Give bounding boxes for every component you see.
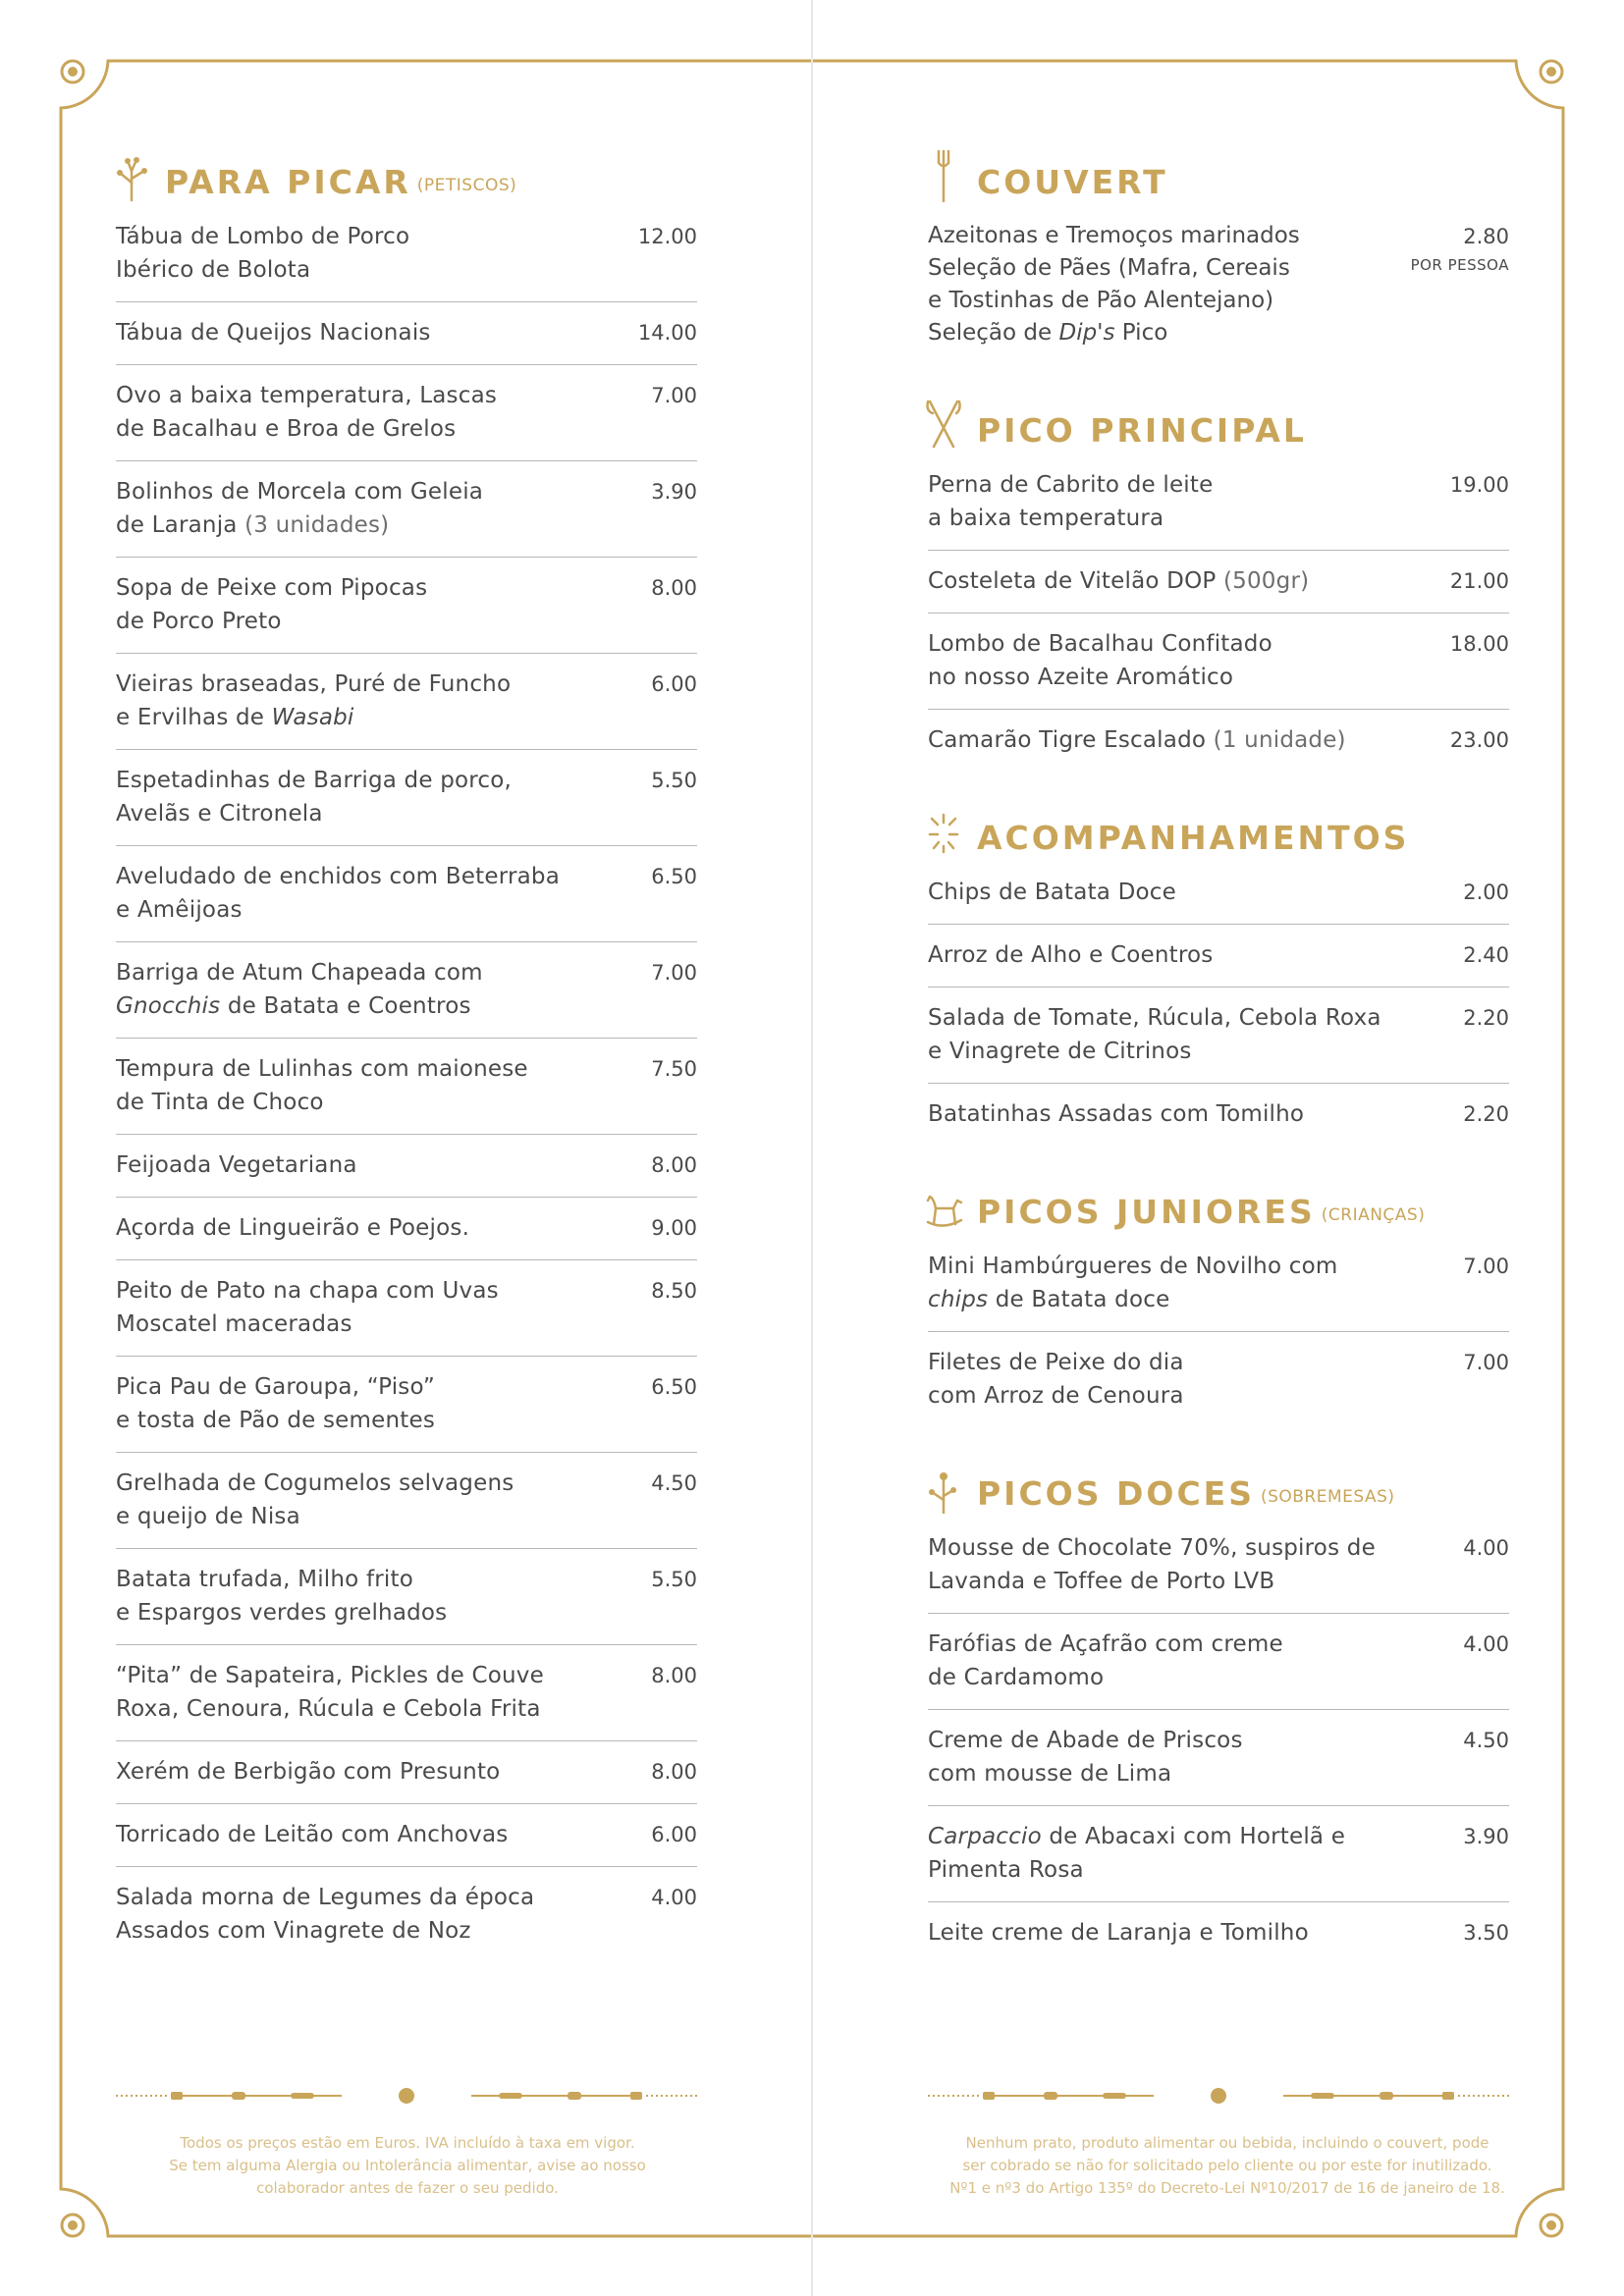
item-name <box>928 938 1213 972</box>
item-name-line <box>116 1563 447 1596</box>
item-price: 2.20 <box>1463 1006 1509 1030</box>
menu-item <box>116 1453 697 1549</box>
item-text: Mini Hambúrgueres de Novilho com <box>928 1254 1338 1279</box>
item-name <box>116 1467 514 1533</box>
item-text: Aveludado de enchidos com Beterraba <box>116 864 560 889</box>
item-name-line <box>928 1035 1381 1068</box>
footnote-line: Todos os preços estão em Euros. IVA incluído à taxa em vigor. <box>180 2134 635 2152</box>
item-name-line <box>928 1379 1184 1413</box>
item-price: 4.00 <box>651 1886 697 1909</box>
item-name <box>928 1250 1337 1316</box>
item-price: 8.00 <box>651 1760 697 1784</box>
item-text: Gnocchis <box>116 993 221 1019</box>
item-text: Ovo a baixa temperatura, Lascas <box>116 383 498 408</box>
menu-item <box>116 558 697 654</box>
menu-item <box>928 1246 1509 1332</box>
section-title: COUVERT <box>977 163 1168 201</box>
menu-item <box>928 1806 1509 1902</box>
item-name-line <box>116 1881 534 1914</box>
menu-item <box>116 1804 697 1867</box>
menu-item <box>116 1867 697 1962</box>
menu-item <box>928 988 1509 1084</box>
couvert-line: Seleção de Pães (Mafra, Cereais <box>928 255 1290 281</box>
item-name-line <box>928 876 1176 909</box>
item-name <box>928 1531 1376 1598</box>
item-text: Xerém de Berbigão com Presunto <box>116 1759 501 1785</box>
item-name-line <box>928 1001 1381 1035</box>
item-name-line <box>116 764 512 797</box>
couvert-description <box>928 220 1300 349</box>
item-name-line <box>116 1086 528 1119</box>
item-name-line <box>116 893 560 927</box>
section-title: PICO PRINCIPAL <box>977 411 1307 450</box>
right-column <box>928 137 1509 1964</box>
item-name-line <box>116 508 483 542</box>
couvert-text: Seleção de <box>928 320 1059 346</box>
item-name <box>116 1659 544 1726</box>
menu-item-couvert <box>928 216 1509 364</box>
item-price: 8.00 <box>651 576 697 600</box>
item-text: Barriga de Atum Chapeada com <box>116 960 483 986</box>
item-text: Peito de Pato na chapa com Uvas <box>116 1278 499 1304</box>
item-name-line <box>116 316 431 349</box>
item-name-line <box>116 701 511 734</box>
item-price: 6.00 <box>651 1823 697 1846</box>
item-name-line <box>928 661 1272 694</box>
item-price: 4.50 <box>1463 1729 1509 1752</box>
item-text: com Arroz de Cenoura <box>928 1383 1184 1409</box>
menu-item <box>116 1260 697 1357</box>
item-name-line <box>928 1283 1337 1316</box>
fork-icon <box>924 149 963 202</box>
item-text: Bolinhos de Morcela com Geleia <box>116 479 484 505</box>
item-name-line <box>116 412 497 446</box>
item-name-line <box>116 1308 499 1341</box>
item-price: 3.90 <box>1463 1825 1509 1848</box>
item-text: Grelhada de Cogumelos selvagens <box>116 1470 514 1496</box>
menu-item <box>928 925 1509 988</box>
menu-item <box>928 1614 1509 1710</box>
item-text: Costeleta de Vitelão DOP <box>928 568 1223 594</box>
item-price: 4.50 <box>651 1471 697 1495</box>
item-name <box>116 956 483 1023</box>
item-name-line <box>116 860 560 893</box>
item-name-line <box>928 1820 1345 1853</box>
item-text: de Batata doce <box>988 1287 1170 1312</box>
item-price: 21.00 <box>1449 569 1509 593</box>
item-name <box>928 1916 1309 1949</box>
item-text: de Laranja <box>116 512 245 538</box>
section-header <box>116 137 697 202</box>
item-price: 9.00 <box>651 1216 697 1240</box>
footnote-prices <box>133 2132 682 2200</box>
item-name <box>116 764 512 830</box>
item-price: 2.00 <box>1463 881 1509 904</box>
item-price: 7.00 <box>1463 1255 1509 1278</box>
item-price: 4.00 <box>1463 1536 1509 1560</box>
item-text: Creme de Abade de Priscos <box>928 1728 1243 1753</box>
section-header <box>928 386 1509 451</box>
item-text: (3 unidades) <box>244 512 390 538</box>
item-price: 2.20 <box>1463 1102 1509 1126</box>
rocking-horse-icon <box>924 1179 963 1232</box>
item-name-line <box>928 1097 1304 1131</box>
item-name <box>116 475 483 542</box>
item-text: de Cardamomo <box>928 1665 1105 1690</box>
section-title: PICOS DOCES <box>977 1474 1255 1513</box>
item-name-line <box>928 1916 1309 1949</box>
item-name <box>116 1818 508 1851</box>
item-price: 7.00 <box>651 384 697 407</box>
footnote-line: Se tem alguma Alergia ou Intolerância alimentar, avise ao nosso <box>169 2157 646 2174</box>
item-name-line <box>116 1659 544 1692</box>
item-price: 23.00 <box>1449 728 1509 752</box>
section-couvert <box>928 137 1509 364</box>
item-name <box>116 220 409 287</box>
item-name <box>928 723 1346 757</box>
item-text: Pimenta Rosa <box>928 1857 1084 1883</box>
item-price: 2.40 <box>1463 943 1509 967</box>
item-name-line <box>116 1467 514 1500</box>
item-name-line <box>116 1818 508 1851</box>
menu-item <box>116 1198 697 1260</box>
item-text: Filetes de Peixe do dia <box>928 1350 1184 1375</box>
item-price: 14.00 <box>637 321 697 345</box>
section-picos-juniores <box>928 1167 1509 1427</box>
item-text: e Vinagrete de Citrinos <box>928 1039 1192 1064</box>
item-name-line <box>928 468 1213 502</box>
item-name-line <box>928 1853 1345 1887</box>
item-text: chips <box>928 1287 989 1312</box>
section-subtitle: (CRIANÇAS) <box>1321 1205 1426 1225</box>
item-name <box>928 1001 1381 1068</box>
item-text: no nosso Azeite Aromático <box>928 665 1234 690</box>
item-name-line <box>116 1211 469 1245</box>
item-text: Lavanda e Toffee de Porto LVB <box>928 1569 1275 1594</box>
item-name-line <box>116 989 483 1023</box>
item-name <box>116 1755 500 1789</box>
menu-list <box>928 1246 1509 1427</box>
item-text: de Tinta de Choco <box>116 1090 324 1115</box>
item-name-line <box>116 1404 435 1437</box>
item-text: e Ervilhas de <box>116 705 272 730</box>
item-name-line <box>928 1661 1283 1694</box>
item-name <box>928 1346 1184 1413</box>
item-name-line <box>928 1531 1376 1565</box>
section-title: PARA PICAR <box>165 163 411 201</box>
item-name <box>928 1097 1304 1131</box>
menu-item <box>928 551 1509 614</box>
item-text: “Pita” de Sapateira, Pickles de Couve <box>116 1663 544 1688</box>
item-name <box>116 1274 499 1341</box>
menu-item <box>116 1549 697 1645</box>
item-text: Assados com Vinagrete de Noz <box>116 1918 471 1944</box>
menu-item <box>116 750 697 846</box>
item-text: Farófias de Açafrão com creme <box>928 1631 1283 1657</box>
item-text: Roxa, Cenoura, Rúcula e Cebola Frita <box>116 1696 541 1722</box>
item-name-line <box>928 1724 1243 1757</box>
item-text: de Porco Preto <box>116 609 282 634</box>
item-name-line <box>116 667 511 701</box>
footnote-line: Nenhum prato, produto alimentar ou bebida, incluindo o couvert, pode <box>965 2134 1489 2152</box>
item-name <box>116 316 431 349</box>
couvert-line: e Tostinhas de Pão Alentejano) <box>928 288 1274 313</box>
price-value: 2.80 <box>1463 225 1509 248</box>
section-header <box>928 137 1509 202</box>
footnote-line: colaborador antes de fazer o seu pedido. <box>256 2179 559 2197</box>
section-pico-principal <box>928 386 1509 772</box>
item-name-line <box>928 723 1346 757</box>
item-text: Vieiras braseadas, Puré de Funcho <box>116 671 512 697</box>
section-title: ACOMPANHAMENTOS <box>977 819 1410 857</box>
item-name-line <box>116 1914 534 1948</box>
item-name-line <box>116 1755 500 1789</box>
item-text: Tábua de Lombo de Porco <box>116 224 410 249</box>
section-header <box>928 1167 1509 1232</box>
item-text: Tábua de Queijos Nacionais <box>116 320 431 346</box>
item-name <box>928 876 1176 909</box>
item-name <box>116 571 427 638</box>
ornament-divider <box>928 2081 1509 2110</box>
section-subtitle: (SOBREMESAS) <box>1260 1487 1395 1507</box>
menu-item <box>116 216 697 302</box>
section-header <box>928 1449 1509 1514</box>
item-text: Sopa de Peixe com Pipocas <box>116 575 428 601</box>
item-name-line <box>116 1500 514 1533</box>
item-name-line <box>928 1628 1283 1661</box>
item-text: e queijo de Nisa <box>116 1504 300 1529</box>
left-column <box>116 137 697 1962</box>
item-price: 3.50 <box>1463 1921 1509 1945</box>
item-name-line <box>116 253 409 287</box>
couvert-line: Azeitonas e Tremoços marinados <box>928 223 1300 248</box>
item-text: de Batata e Coentros <box>220 993 471 1019</box>
section-acompanhamentos <box>928 793 1509 1146</box>
menu-item <box>928 1527 1509 1614</box>
item-name-line <box>116 475 483 508</box>
section-title: PICOS JUNIORES <box>977 1193 1316 1231</box>
item-name <box>116 1370 435 1437</box>
item-text: Leite creme de Laranja e Tomilho <box>928 1920 1309 1946</box>
item-text: Salada morna de Legumes da época <box>116 1885 535 1910</box>
menu-item <box>116 302 697 365</box>
sparkle-icon <box>924 805 963 858</box>
item-price: 3.90 <box>651 480 697 504</box>
item-name-line <box>928 627 1272 661</box>
menu-item <box>116 1645 697 1741</box>
item-name-line <box>116 605 427 638</box>
menu-item <box>116 461 697 558</box>
center-fold <box>811 0 813 2296</box>
item-name-line <box>928 938 1213 972</box>
item-name-line <box>116 1370 435 1404</box>
menu-item <box>116 1039 697 1135</box>
item-text: (500gr) <box>1222 568 1310 594</box>
couvert-text-italic: Dip's <box>1058 320 1115 346</box>
item-name-line <box>116 1148 357 1182</box>
menu-item <box>928 1902 1509 1964</box>
menu-item <box>116 1357 697 1453</box>
item-name-line <box>928 1757 1243 1790</box>
footnote-line: Nº1 e nº3 do Artigo 135º do Decreto-Lei Nº10/2017 de 16 de janeiro de 18. <box>949 2179 1505 2197</box>
item-name-line <box>928 502 1213 535</box>
footnote-line: ser cobrado se não for solicitado pelo cliente ou por este for inutilizado. <box>962 2157 1492 2174</box>
item-text: de Abacaxi com Hortelã e <box>1041 1824 1346 1849</box>
menu-list <box>928 464 1509 772</box>
item-text: Batata trufada, Milho frito <box>116 1567 413 1592</box>
item-text: Pica Pau de Garoupa, “Piso” <box>116 1374 436 1400</box>
item-price: 8.50 <box>651 1279 697 1303</box>
item-name <box>116 1563 447 1629</box>
item-text: (1 unidade) <box>1213 727 1346 753</box>
item-name <box>116 860 560 927</box>
item-text: e tosta de Pão de sementes <box>116 1408 436 1433</box>
item-text: Wasabi <box>271 705 354 730</box>
menu-item <box>928 710 1509 772</box>
item-price: 8.00 <box>651 1664 697 1687</box>
item-text: Mousse de Chocolate 70%, suspiros de <box>928 1535 1376 1561</box>
item-price: 5.50 <box>651 1568 697 1591</box>
item-name-line <box>116 956 483 989</box>
couvert-line <box>928 317 1300 349</box>
item-name-line <box>116 220 409 253</box>
price-unit: POR PESSOA <box>1410 256 1509 274</box>
item-text: e Amêijoas <box>116 897 243 923</box>
footnote-legal <box>943 2132 1512 2200</box>
menu-list <box>116 216 697 1962</box>
item-text: Batatinhas Assadas com Tomilho <box>928 1101 1305 1127</box>
menu-item <box>928 464 1509 551</box>
item-text: Salada de Tomate, Rúcula, Cebola Roxa <box>928 1005 1381 1031</box>
item-text: Tempura de Lulinhas com maionese <box>116 1056 528 1082</box>
item-name <box>116 1052 528 1119</box>
section-header <box>928 793 1509 858</box>
ornament-divider <box>116 2081 697 2110</box>
item-name-line <box>116 1052 528 1086</box>
item-name-line <box>928 1250 1337 1283</box>
item-price: 5.50 <box>651 769 697 792</box>
item-name <box>928 564 1309 598</box>
item-text: Camarão Tigre Escalado <box>928 727 1214 753</box>
item-text: Perna de Cabrito de leite <box>928 472 1214 498</box>
item-price: 7.00 <box>651 961 697 985</box>
item-price <box>1411 220 1509 277</box>
item-name <box>116 379 497 446</box>
item-text: Carpaccio <box>928 1824 1042 1849</box>
item-name-line <box>116 1692 544 1726</box>
menu-item <box>116 1741 697 1804</box>
item-name-line <box>116 1596 447 1629</box>
item-price: 19.00 <box>1449 473 1509 497</box>
menu-list <box>928 872 1509 1146</box>
section-para-picar <box>116 137 697 1962</box>
item-name <box>116 1881 534 1948</box>
menu-item <box>928 1332 1509 1427</box>
item-price: 6.00 <box>651 672 697 696</box>
item-price: 6.50 <box>651 865 697 888</box>
item-price: 18.00 <box>1449 632 1509 656</box>
menu-item <box>928 872 1509 925</box>
item-price: 4.00 <box>1463 1632 1509 1656</box>
item-name-line <box>928 564 1309 598</box>
menu-item <box>928 1710 1509 1806</box>
menu-item <box>928 614 1509 710</box>
item-name <box>116 667 511 734</box>
menu-item <box>116 365 697 461</box>
sprig-icon <box>112 149 151 202</box>
item-price: 6.50 <box>651 1375 697 1399</box>
item-text: Espetadinhas de Barriga de porco, <box>116 768 513 793</box>
item-name <box>928 1628 1283 1694</box>
item-price: 12.00 <box>637 225 697 248</box>
section-picos-doces <box>928 1449 1509 1964</box>
item-text: Açorda de Lingueirão e Poejos. <box>116 1215 470 1241</box>
item-text: com mousse de Lima <box>928 1761 1172 1787</box>
item-name-line <box>928 1346 1184 1379</box>
item-text: Ibérico de Bolota <box>116 257 311 283</box>
item-text: Torricado de Leitão com Anchovas <box>116 1822 509 1847</box>
item-text: a baixa temperatura <box>928 506 1164 531</box>
item-name <box>928 1820 1345 1887</box>
item-text: Feijoada Vegetariana <box>116 1152 357 1178</box>
item-name-line <box>928 1565 1376 1598</box>
item-name <box>928 468 1213 535</box>
item-name-line <box>116 1274 499 1308</box>
sprig-dot-icon <box>924 1461 963 1514</box>
item-name <box>928 1724 1243 1790</box>
menu-list <box>928 1527 1509 1964</box>
menu-item <box>116 1135 697 1198</box>
item-text: Lombo de Bacalhau Confitado <box>928 631 1272 657</box>
item-text: e Espargos verdes grelhados <box>116 1600 448 1626</box>
menu-item <box>928 1084 1509 1146</box>
item-price: 7.00 <box>1463 1351 1509 1374</box>
item-text: Avelãs e Citronela <box>116 801 323 827</box>
couvert-text: Pico <box>1114 320 1168 346</box>
item-price: 8.00 <box>651 1153 697 1177</box>
item-text: Moscatel maceradas <box>116 1311 352 1337</box>
section-subtitle: (PETISCOS) <box>416 176 517 195</box>
item-name-line <box>116 797 512 830</box>
item-name <box>116 1211 469 1245</box>
item-name-line <box>116 571 427 605</box>
item-text: Arroz de Alho e Coentros <box>928 942 1214 968</box>
item-text: de Bacalhau e Broa de Grelos <box>116 416 457 442</box>
item-name <box>116 1148 357 1182</box>
menu-item <box>116 942 697 1039</box>
item-name-line <box>116 379 497 412</box>
crossed-cutlery-icon <box>924 398 963 451</box>
item-name <box>928 627 1272 694</box>
menu-item <box>116 654 697 750</box>
item-text: Chips de Batata Doce <box>928 880 1176 905</box>
item-price: 7.50 <box>651 1057 697 1081</box>
menu-item <box>116 846 697 942</box>
